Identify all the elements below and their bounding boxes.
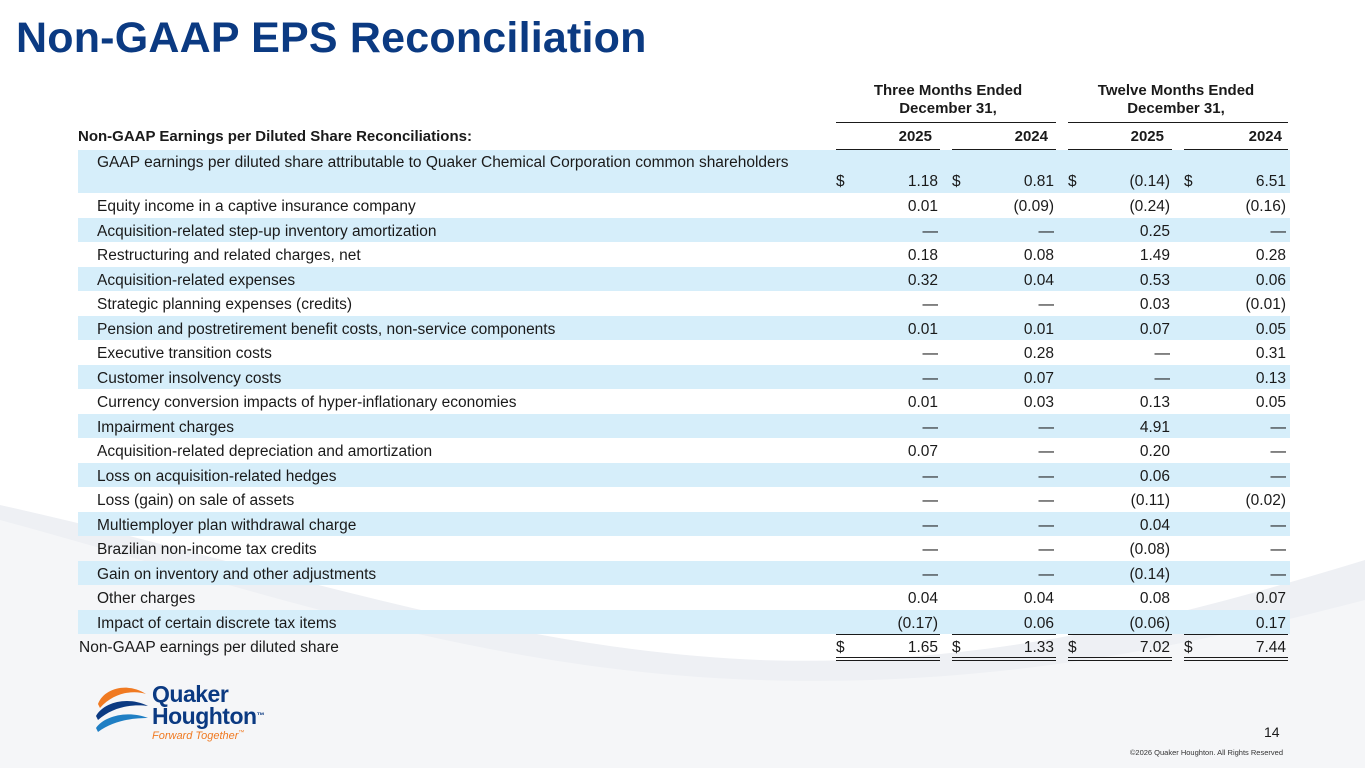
row-label: Acquisition-related expenses xyxy=(97,271,296,289)
row-value-col-3: 0.04 xyxy=(1139,516,1170,534)
row-value-col-4: — xyxy=(1270,418,1286,436)
row-value-col-2: — xyxy=(1038,565,1054,583)
total-value-3: 7.02 xyxy=(1139,639,1170,656)
table-row xyxy=(78,561,1290,586)
three-months-header xyxy=(830,82,1066,118)
row-value-col-2: (0.09) xyxy=(1013,198,1054,215)
row-label: Acquisition-related step-up inventory amortization xyxy=(97,222,437,240)
row-value-col-2: 0.04 xyxy=(1023,271,1054,289)
table-row xyxy=(78,150,1290,193)
row-value-col-4: 0.13 xyxy=(1255,369,1286,387)
total-rule-4 xyxy=(1184,634,1288,635)
row-value-col-3: (0.14) xyxy=(1129,565,1170,583)
row-label: GAAP earnings per diluted share attributable to Quaker Chemical Corporation common shareholders xyxy=(97,154,789,171)
total-dollar-3: $ xyxy=(1068,639,1077,656)
table-row xyxy=(78,242,1290,267)
row-value-col-4: — xyxy=(1270,541,1286,558)
table-row xyxy=(78,365,1290,390)
table-body xyxy=(78,150,1290,634)
row-value-col-1: 0.32 xyxy=(907,271,938,289)
total-double-rule-3 xyxy=(1068,657,1172,661)
table-row xyxy=(78,463,1290,488)
quaker-houghton-logo xyxy=(94,680,274,750)
year-col-1: 2025 xyxy=(898,128,932,145)
row-label: Restructuring and related charges, net xyxy=(97,247,361,264)
row-value-col-1: 0.01 xyxy=(907,394,938,411)
table-row xyxy=(78,193,1290,218)
row-value-col-2: — xyxy=(1038,467,1054,485)
row-label: Pension and postretirement benefit costs, non-service components xyxy=(97,320,556,338)
table-row xyxy=(78,291,1290,316)
table-row xyxy=(78,340,1290,365)
three-months-rule xyxy=(836,122,1056,123)
logo-tagline-trademark: ™ xyxy=(238,730,245,736)
logo-tagline xyxy=(152,730,244,742)
row-value-col-4: 0.05 xyxy=(1255,394,1286,411)
row-value-col-4: (0.01) xyxy=(1245,296,1286,313)
logo-name-line2 xyxy=(152,704,264,728)
total-rule-1 xyxy=(836,634,940,635)
row-label: Impairment charges xyxy=(97,418,234,436)
twelve-months-line2: December 31, xyxy=(1127,100,1225,117)
row-label: Equity income in a captive insurance company xyxy=(97,198,416,215)
row-label: Executive transition costs xyxy=(97,345,272,362)
row-value-col-4: 0.31 xyxy=(1255,345,1286,362)
year-col-2: 2024 xyxy=(1014,128,1048,145)
row-value-col-1: 1.18 xyxy=(907,173,938,190)
row-value-col-3: (0.14) xyxy=(1129,173,1170,190)
table-row xyxy=(78,267,1290,292)
row-value-col-1: — xyxy=(922,516,938,534)
row-value-col-2: — xyxy=(1038,222,1054,240)
row-value-col-4: — xyxy=(1270,222,1286,240)
dollar-sign: $ xyxy=(1184,173,1193,190)
row-value-col-2: — xyxy=(1038,516,1054,534)
row-label: Brazilian non-income tax credits xyxy=(97,541,317,558)
row-value-col-1: — xyxy=(922,296,938,313)
row-label: Currency conversion impacts of hyper-inflationary economies xyxy=(97,394,517,411)
row-value-col-1: — xyxy=(922,345,938,362)
three-months-line2: December 31, xyxy=(899,100,997,117)
total-rule-3 xyxy=(1068,634,1172,635)
row-value-col-1: 0.01 xyxy=(907,320,938,338)
row-value-col-4: — xyxy=(1270,516,1286,534)
row-value-col-4: 6.51 xyxy=(1255,173,1286,190)
three-months-line1: Three Months Ended xyxy=(873,82,1023,99)
row-value-col-3: (0.24) xyxy=(1129,198,1170,215)
year-header-row xyxy=(78,122,1290,150)
dollar-sign: $ xyxy=(836,173,845,190)
row-value-col-4: (0.16) xyxy=(1245,198,1286,215)
row-value-col-2: 0.04 xyxy=(1023,590,1054,607)
row-value-col-1: 0.18 xyxy=(907,247,938,264)
row-value-col-3: 0.06 xyxy=(1139,467,1170,485)
total-dollar-2: $ xyxy=(952,639,961,656)
row-value-col-1: 0.07 xyxy=(907,443,938,460)
eps-reconciliation-table xyxy=(78,82,1290,659)
table-row xyxy=(78,536,1290,561)
year-col-3: 2025 xyxy=(1130,128,1164,145)
row-value-col-2: 0.07 xyxy=(1023,369,1054,387)
row-value-col-4: 0.07 xyxy=(1255,590,1286,607)
row-value-col-4: — xyxy=(1270,443,1286,460)
row-value-col-2: 0.28 xyxy=(1023,345,1054,362)
table-total-row xyxy=(78,634,1290,659)
row-value-col-3: 0.03 xyxy=(1139,296,1170,313)
logo-tagline-text: Forward Together xyxy=(152,730,239,742)
row-value-col-3: 1.49 xyxy=(1139,247,1170,264)
row-label: Acquisition-related depreciation and amortization xyxy=(97,443,433,460)
table-row xyxy=(78,610,1290,635)
row-value-col-4: — xyxy=(1270,467,1286,485)
total-dollar-4: $ xyxy=(1184,639,1193,656)
row-value-col-2: — xyxy=(1038,492,1054,509)
row-value-col-3: — xyxy=(1154,345,1170,362)
total-label: Non-GAAP earnings per diluted share xyxy=(79,639,339,656)
row-value-col-3: 4.91 xyxy=(1139,418,1170,436)
column-group-headers xyxy=(78,82,1290,122)
row-value-col-4: 0.28 xyxy=(1255,247,1286,264)
row-value-col-3: (0.08) xyxy=(1129,541,1170,558)
row-value-col-2: — xyxy=(1038,418,1054,436)
row-value-col-4: (0.02) xyxy=(1245,492,1286,509)
row-label: Loss (gain) on sale of assets xyxy=(97,492,295,509)
table-row xyxy=(78,585,1290,610)
row-value-col-2: — xyxy=(1038,541,1054,558)
row-value-col-4: — xyxy=(1270,565,1286,583)
row-value-col-3: 0.13 xyxy=(1139,394,1170,411)
total-rule-2 xyxy=(952,634,1056,635)
row-value-col-3: 0.53 xyxy=(1139,271,1170,289)
row-value-col-3: (0.06) xyxy=(1129,614,1170,632)
row-value-col-2: — xyxy=(1038,443,1054,460)
row-value-col-3: 0.08 xyxy=(1139,590,1170,607)
twelve-months-rule xyxy=(1068,122,1288,123)
row-value-col-1: — xyxy=(922,467,938,485)
total-double-rule-2 xyxy=(952,657,1056,661)
dollar-sign: $ xyxy=(1068,173,1077,190)
row-value-col-4: 0.17 xyxy=(1255,614,1286,632)
row-value-col-4: 0.06 xyxy=(1255,271,1286,289)
table-row xyxy=(78,316,1290,341)
row-value-col-4: 0.05 xyxy=(1255,320,1286,338)
table-row xyxy=(78,218,1290,243)
row-value-col-3: 0.07 xyxy=(1139,320,1170,338)
copyright-notice: ©2026 Quaker Houghton. All Rights Reserved xyxy=(1129,748,1283,757)
row-value-col-3: — xyxy=(1154,369,1170,387)
dollar-sign: $ xyxy=(952,173,961,190)
page-number: 14 xyxy=(1264,724,1280,740)
row-label: Strategic planning expenses (credits) xyxy=(97,296,353,313)
page-title: Non-GAAP EPS Reconciliation xyxy=(16,14,647,62)
row-value-col-3: (0.11) xyxy=(1130,492,1170,509)
total-value-4: 7.44 xyxy=(1255,639,1286,656)
table-row xyxy=(78,414,1290,439)
row-value-col-1: — xyxy=(922,369,938,387)
table-row xyxy=(78,487,1290,512)
row-value-col-3: 0.25 xyxy=(1139,222,1170,240)
row-value-col-1: 0.01 xyxy=(907,198,938,215)
row-label: Gain on inventory and other adjustments xyxy=(97,565,377,583)
row-value-col-2: — xyxy=(1038,296,1054,313)
row-value-col-2: 0.08 xyxy=(1023,247,1054,264)
table-section-label: Non-GAAP Earnings per Diluted Share Reconciliations: xyxy=(78,128,472,145)
row-label: Multiemployer plan withdrawal charge xyxy=(97,516,357,534)
row-label: Loss on acquisition-related hedges xyxy=(97,467,337,485)
table-row xyxy=(78,389,1290,414)
row-value-col-2: 0.81 xyxy=(1023,173,1054,190)
total-double-rule-4 xyxy=(1184,657,1288,661)
row-value-col-1: — xyxy=(922,418,938,436)
row-value-col-1: — xyxy=(922,492,938,509)
row-label: Customer insolvency costs xyxy=(97,369,282,387)
row-value-col-2: 0.06 xyxy=(1023,614,1054,632)
logo-name-line2-text: Houghton xyxy=(152,703,257,729)
row-value-col-1: — xyxy=(922,222,938,240)
row-value-col-2: 0.01 xyxy=(1023,320,1054,338)
year-col-4: 2024 xyxy=(1248,128,1282,145)
row-value-col-1: — xyxy=(922,541,938,558)
row-value-col-3: 0.20 xyxy=(1139,443,1170,460)
twelve-months-header xyxy=(1058,82,1294,118)
logo-name-line1: Quaker xyxy=(152,681,229,707)
row-value-col-1: (0.17) xyxy=(897,614,938,632)
logo-mark-icon xyxy=(94,682,150,744)
row-label: Impact of certain discrete tax items xyxy=(97,614,337,632)
row-value-col-2: 0.03 xyxy=(1023,394,1054,411)
row-value-col-1: 0.04 xyxy=(907,590,938,607)
table-row xyxy=(78,438,1290,463)
twelve-months-line1: Twelve Months Ended xyxy=(1097,82,1255,99)
logo-trademark: ™ xyxy=(256,711,265,720)
total-dollar-1: $ xyxy=(836,639,845,656)
total-value-1: 1.65 xyxy=(907,639,938,656)
table-row xyxy=(78,512,1290,537)
total-double-rule-1 xyxy=(836,657,940,661)
total-value-2: 1.33 xyxy=(1023,639,1054,656)
row-label: Other charges xyxy=(97,590,196,607)
row-value-col-1: — xyxy=(922,565,938,583)
